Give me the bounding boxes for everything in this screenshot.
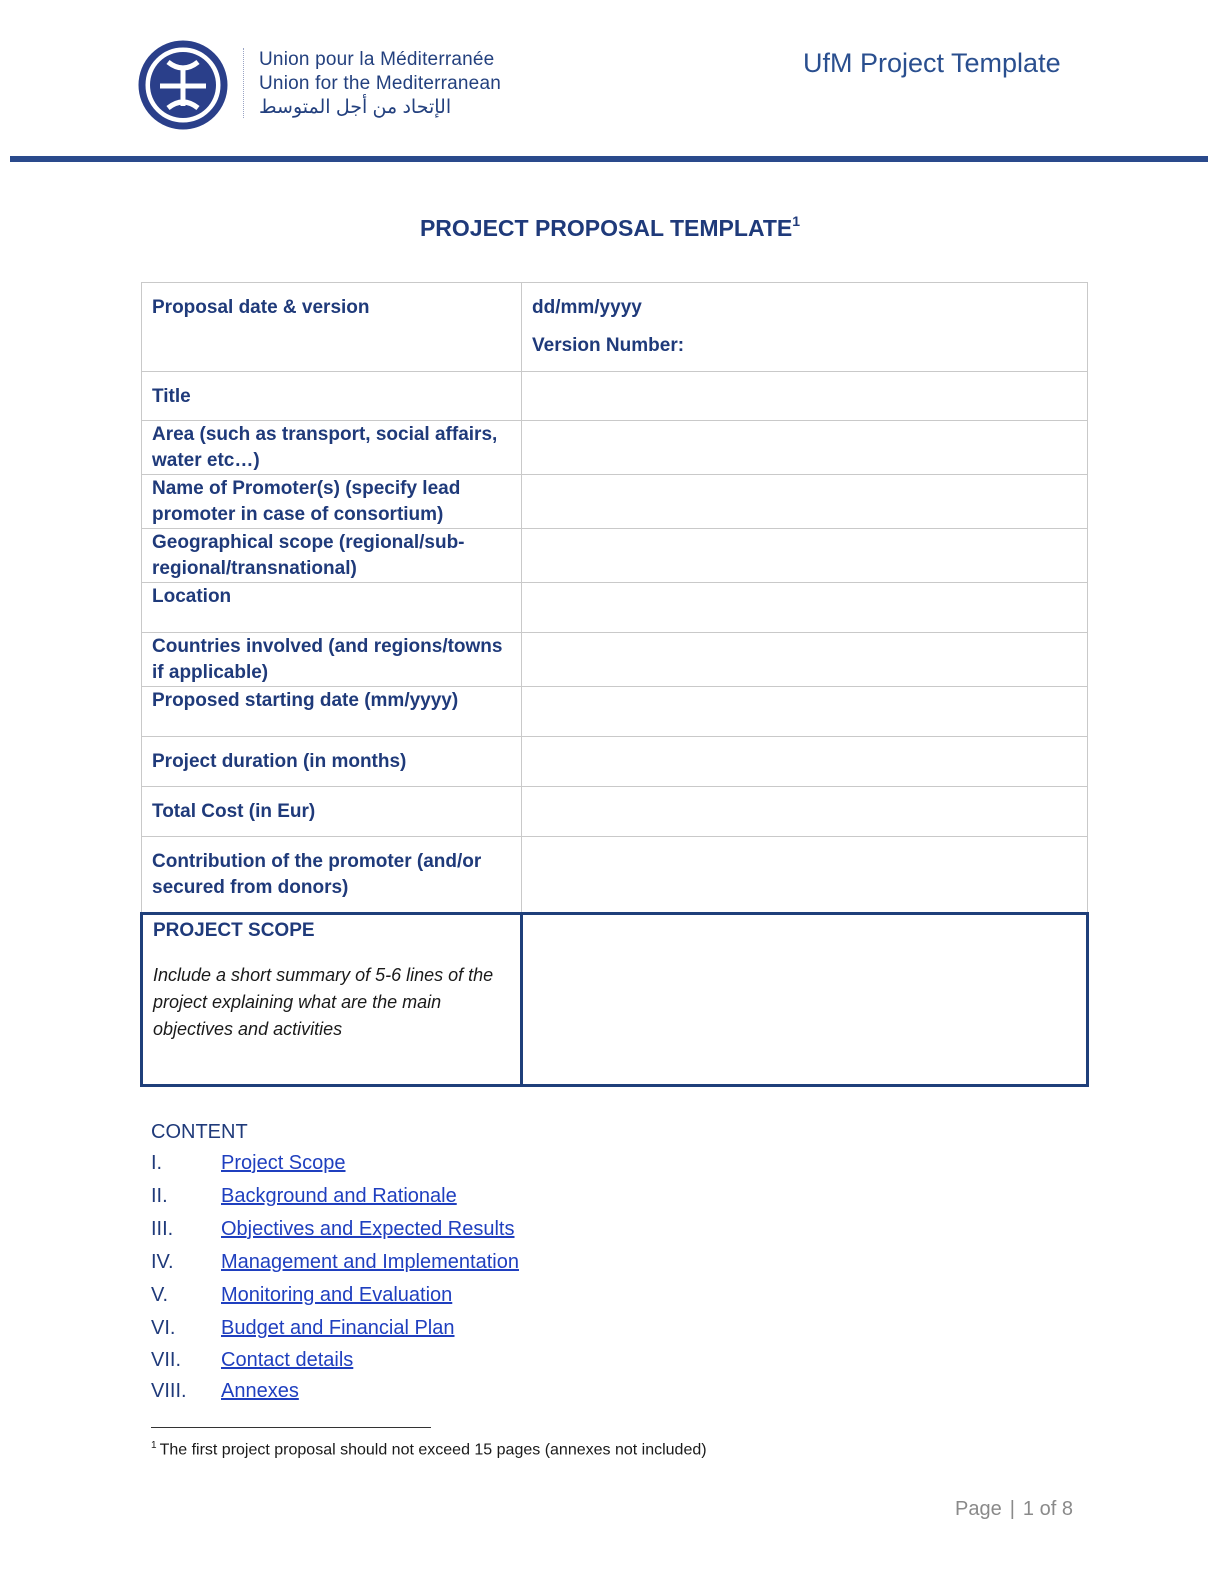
logo-divider <box>243 48 244 118</box>
form-value-location[interactable] <box>522 583 1088 633</box>
form-label: Area (such as transport, social affairs, water etc…) <box>142 421 522 475</box>
toc-link-annexes[interactable]: Annexes <box>221 1380 299 1402</box>
form-row-duration <box>142 737 1088 787</box>
form-value-contribution[interactable] <box>522 837 1088 914</box>
form-label: Total Cost (in Eur) <box>142 787 522 837</box>
form-value-proposal-date[interactable] <box>522 283 1088 372</box>
form-value-starting-date[interactable] <box>522 687 1088 737</box>
toc-number: VII. <box>151 1349 182 1371</box>
form-label: Proposal date & version <box>142 283 522 372</box>
form-value-duration[interactable] <box>522 737 1088 787</box>
toc-number: V. <box>151 1284 169 1306</box>
form-label: Name of Promoter(s) (specify lead promoter in case of consortium) <box>142 475 522 529</box>
toc-number: I. <box>151 1152 163 1174</box>
form-label: Location <box>142 583 522 633</box>
form-row-location <box>142 583 1088 633</box>
logo-line-en: Union for the Mediterranean <box>259 73 501 94</box>
form-row-contribution <box>142 837 1088 914</box>
header-title: UfM Project Template <box>803 48 1061 78</box>
form-row-project-scope <box>142 914 1088 1086</box>
footnote-separator <box>151 1427 431 1428</box>
content-heading: CONTENT <box>151 1121 248 1143</box>
document-title-text: PROJECT PROPOSAL TEMPLATE <box>419 215 793 241</box>
logo-line-fr: Union pour la Méditerranée <box>259 49 495 70</box>
form-row-area <box>142 421 1088 475</box>
toc-link-objectives[interactable]: Objectives and Expected Results <box>221 1218 515 1240</box>
form-value-area[interactable] <box>522 421 1088 475</box>
form-label: Title <box>142 372 522 421</box>
header-rule <box>10 156 1208 162</box>
form-value-project-scope[interactable] <box>522 914 1088 1086</box>
toc-number: II. <box>151 1185 168 1207</box>
project-scope-note: Include a short summary of 5-6 lines of the project explaining what are the main objectives and activities <box>153 965 494 1039</box>
footnote-ref: 1 <box>151 1440 157 1451</box>
form-value-geographical-scope[interactable] <box>522 529 1088 583</box>
form-label: Project duration (in months) <box>142 737 522 787</box>
logo-line-ar: الإتحاد من أجل المتوسط <box>259 97 452 118</box>
page-number <box>955 1498 1073 1521</box>
form-value-title[interactable] <box>522 372 1088 421</box>
form-row-countries <box>142 633 1088 687</box>
version-number-label: Version Number: <box>532 335 685 356</box>
document-title <box>0 215 1220 242</box>
form-value-promoter[interactable] <box>522 475 1088 529</box>
toc-link-contact-details[interactable]: Contact details <box>221 1349 354 1371</box>
form-label: Contribution of the promoter (and/or secured from donors) <box>142 837 522 914</box>
logo-text <box>259 48 501 120</box>
toc-number: VIII. <box>151 1380 187 1402</box>
toc-number: VI. <box>151 1317 176 1339</box>
project-scope-label-cell <box>142 914 522 1086</box>
toc-link-background[interactable]: Background and Rationale <box>221 1185 457 1207</box>
form-row-proposal-date <box>142 283 1088 372</box>
toc-link-budget[interactable]: Budget and Financial Plan <box>221 1317 455 1339</box>
project-scope-heading: PROJECT SCOPE <box>153 920 315 941</box>
form-row-geographical-scope <box>142 529 1088 583</box>
proposal-form-table <box>140 282 1089 1087</box>
page-separator: | <box>1009 1498 1015 1520</box>
footnote <box>151 1440 707 1459</box>
form-value-total-cost[interactable] <box>522 787 1088 837</box>
form-row-title <box>142 372 1088 421</box>
form-label: Countries involved (and regions/towns if applicable) <box>142 633 522 687</box>
form-row-starting-date <box>142 687 1088 737</box>
toc-link-project-scope[interactable]: Project Scope <box>221 1152 346 1174</box>
form-row-total-cost <box>142 787 1088 837</box>
toc-link-monitoring[interactable]: Monitoring and Evaluation <box>221 1284 453 1306</box>
form-value-countries[interactable] <box>522 633 1088 687</box>
page-value: 1 of 8 <box>1022 1498 1073 1520</box>
form-row-promoter <box>142 475 1088 529</box>
title-footnote-ref[interactable]: 1 <box>792 213 801 229</box>
footnote-text: The first project proposal should not exceed 15 pages (annexes not included) <box>159 1441 707 1459</box>
form-label: Proposed starting date (mm/yyyy) <box>142 687 522 737</box>
toc-number: III. <box>151 1218 174 1240</box>
ufm-logo <box>138 40 228 130</box>
page-label: Page <box>955 1498 1002 1520</box>
toc-link-management[interactable]: Management and Implementation <box>221 1251 519 1273</box>
form-label: Geographical scope (regional/sub-regional/transnational) <box>142 529 522 583</box>
toc-number: IV. <box>151 1251 174 1273</box>
date-placeholder: dd/mm/yyyy <box>532 297 642 318</box>
